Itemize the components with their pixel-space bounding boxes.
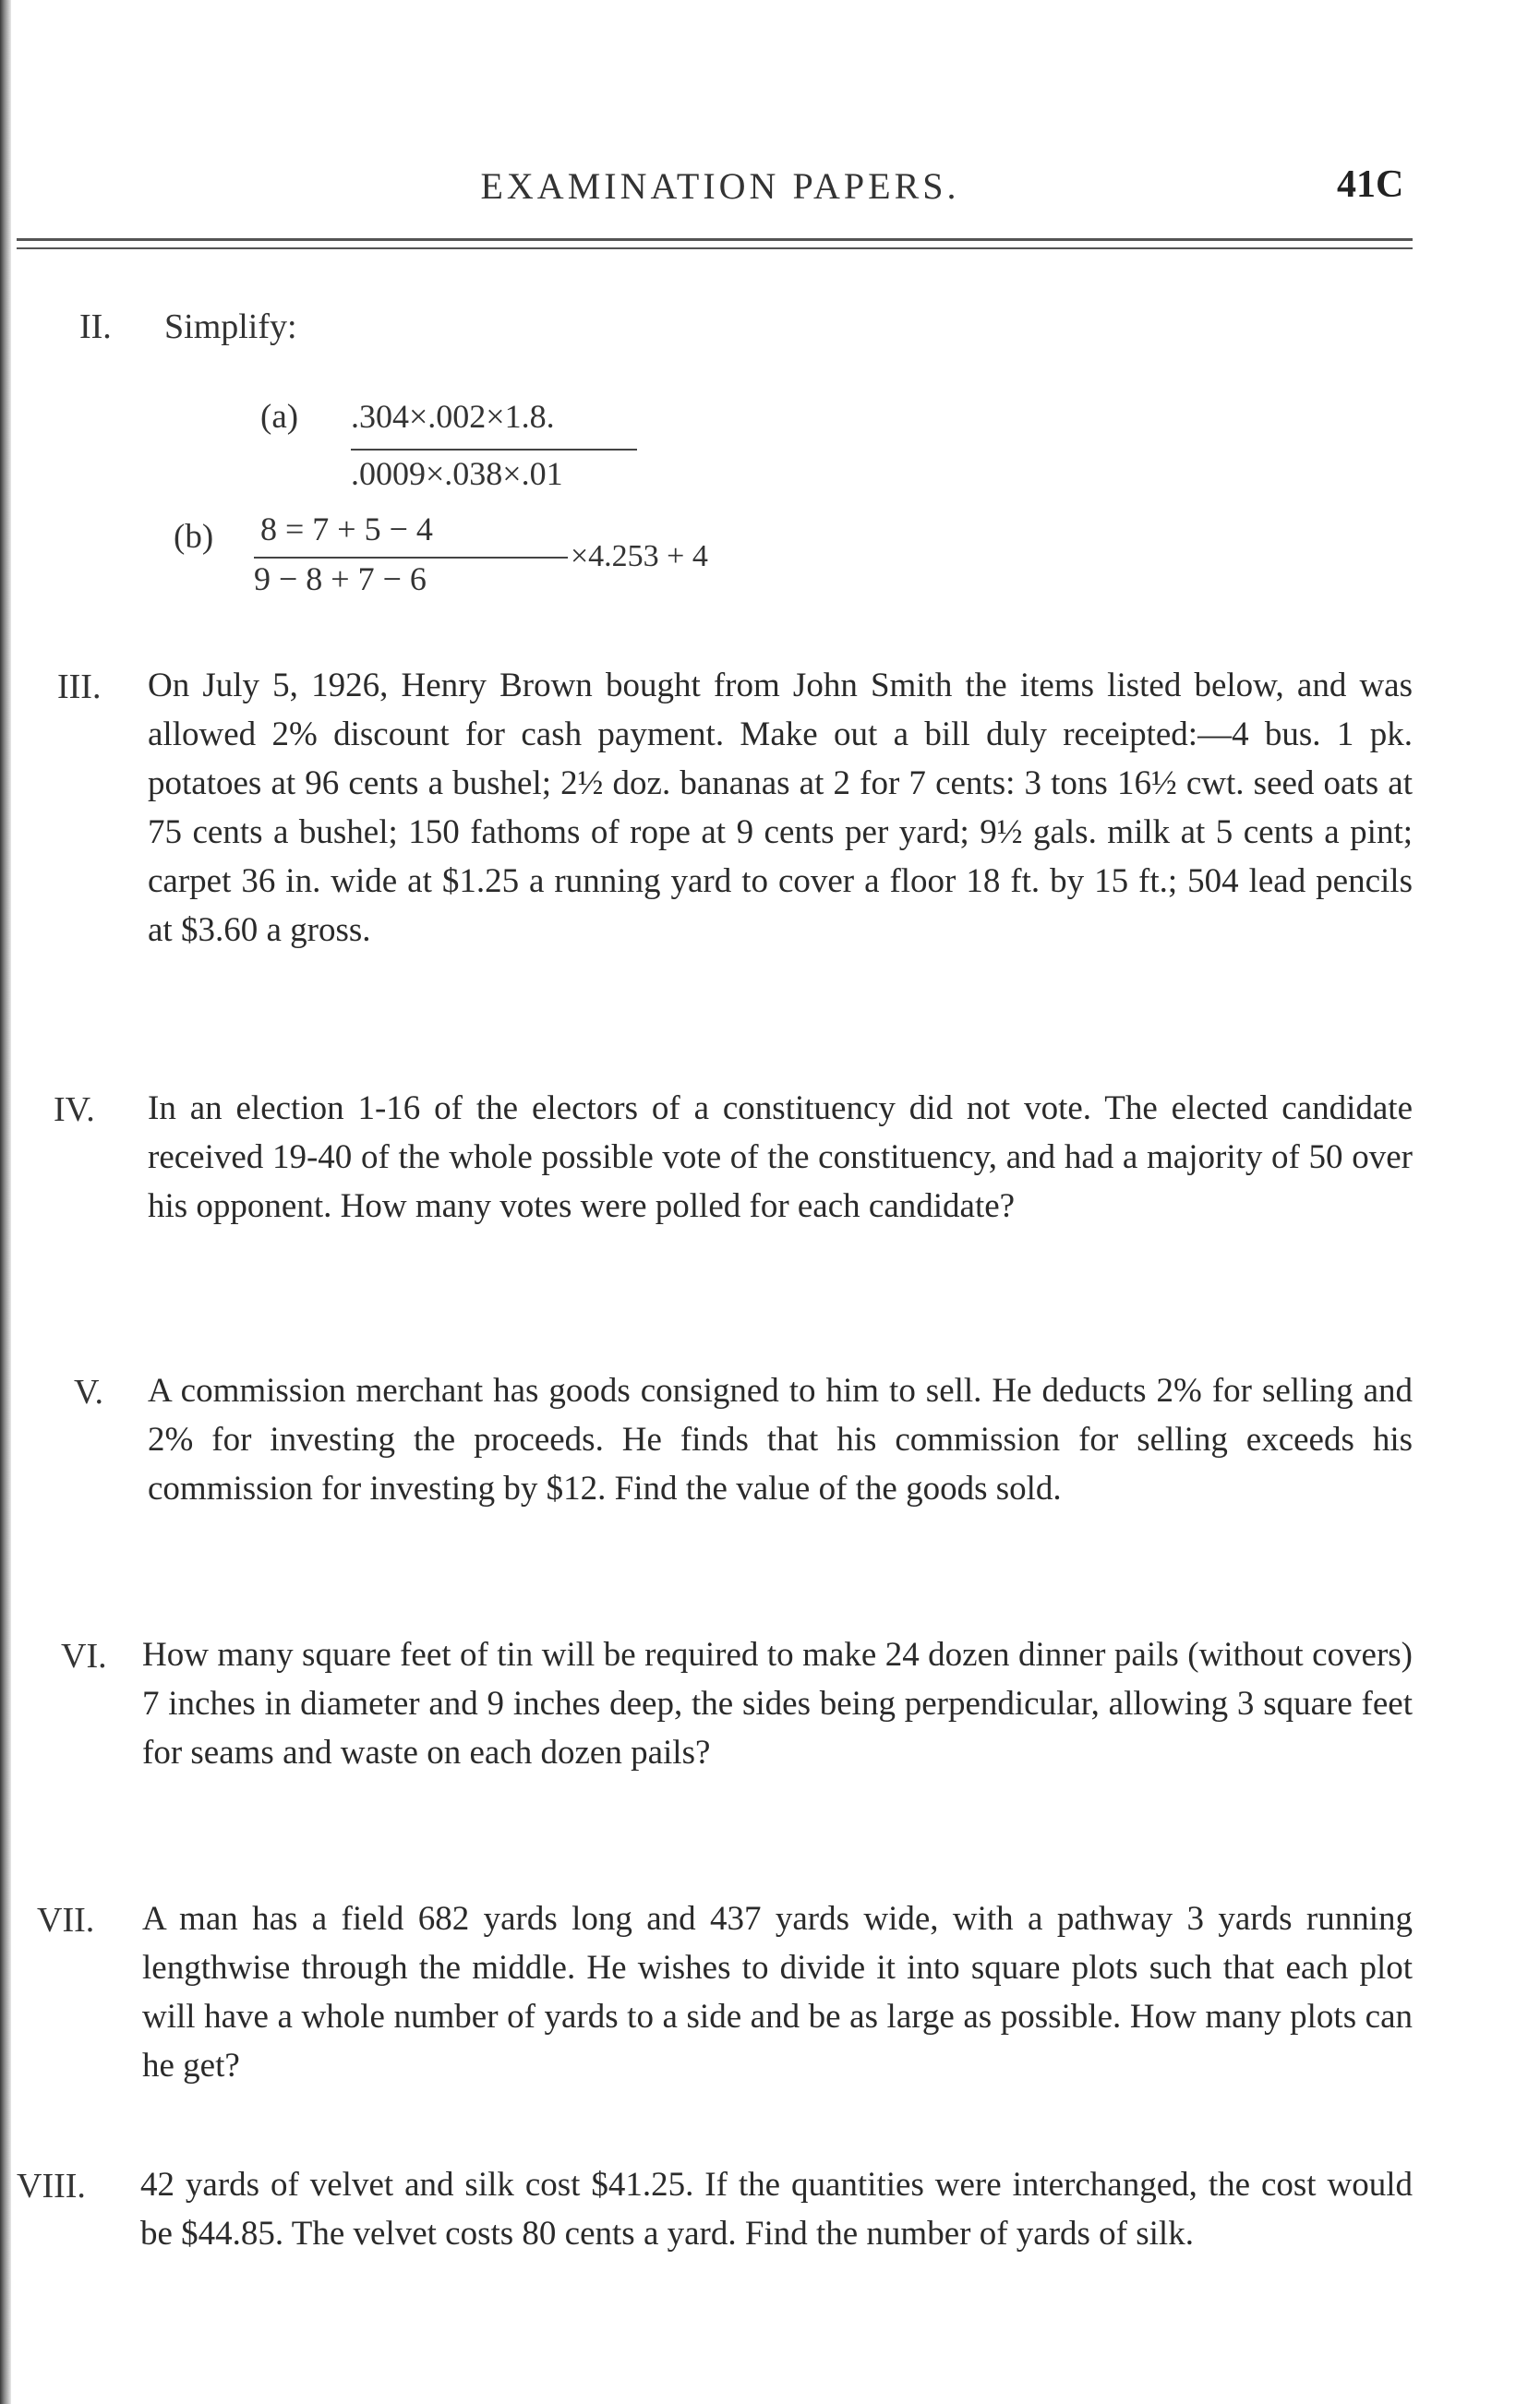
- question-text: In an election 1-16 of the electors of a constituency did not vote. The elected candidate received 19-40 of the whole possible vote of the constituency, and had a majority of 50 over his opponent. How many votes were polled for each candidate?: [148, 1089, 1413, 1225]
- question-text: A man has a field 682 yards long and 437 yards wide, with a pathway 3 yards running lengthwise through the middle. He wishes to divide it into square plots such that each plot will have a whole number of yards to a side and be as large as possible. How many plots can he get?: [142, 1900, 1413, 2085]
- question-text: 42 yards of velvet and silk cost $41.25. If the quantities were interchanged, the cost would be $44.85. The velvet costs 80 cents a yard. Find the number of yards of silk.: [140, 2166, 1413, 2253]
- fraction-denominator: .0009×.038×.01: [351, 455, 563, 492]
- fraction-bar: [254, 557, 568, 559]
- page-number: 41C: [1337, 163, 1404, 206]
- running-title: EXAMINATION PAPERS.: [480, 165, 960, 207]
- expression-tail: ×4.253 + 4: [571, 539, 708, 573]
- question-number: II.: [79, 307, 112, 346]
- fraction-numerator: 8 = 7 + 5 − 4: [260, 511, 433, 547]
- question-text: A commission merchant has goods consigned to him to sell. He deducts 2% for selling and 2% for investing the proceeds. He finds that his commission for selling exceeds his commission for investing by $12. Find the value of the goods sold.: [148, 1372, 1413, 1508]
- question-number: V.: [74, 1373, 104, 1412]
- fraction-numerator: .304×.002×1.8.: [351, 398, 555, 435]
- question-number: VII.: [37, 1901, 95, 1940]
- header-rule-bottom: [17, 247, 1413, 249]
- question-number: VIII.: [17, 2167, 86, 2206]
- fraction-bar: [351, 449, 637, 451]
- question-label: Simplify:: [164, 307, 297, 346]
- question-number: VI.: [61, 1637, 107, 1676]
- question-number: IV.: [54, 1090, 95, 1129]
- question-text: On July 5, 1926, Henry Brown bought from John Smith the items listed below, and was allowed 2% discount for cash payment. Make out a bill duly receipted:—4 bus. 1 pk. potatoes at 96 cents a bushel; 2½ doz. bananas at 2 for 7 cents: 3 tons 16½ cwt. seed oats at 75 cents a bushel; 150 fathoms of rope at 9 cents per yard; 9½ gals. milk at 5 cents a pint; carpet 36 in. wide at $1.25 a running yard to cover a floor 18 ft. by 15 ft.; 504 lead pencils at $3.60 a gross.: [148, 667, 1413, 949]
- page-binding-edge: [0, 0, 11, 2404]
- header-rule-top: [17, 238, 1413, 241]
- part-label-a: (a): [260, 398, 299, 436]
- question-number: III.: [57, 667, 102, 706]
- part-label-b: (b): [174, 518, 214, 556]
- question-text: How many square feet of tin will be required to make 24 dozen dinner pails (without covers) 7 inches in diameter and 9 inches deep, the sides being perpendicular, allowing 3 square feet for seams and waste on each dozen pails?: [142, 1636, 1413, 1772]
- fraction-denominator: 9 − 8 + 7 − 6: [254, 560, 427, 597]
